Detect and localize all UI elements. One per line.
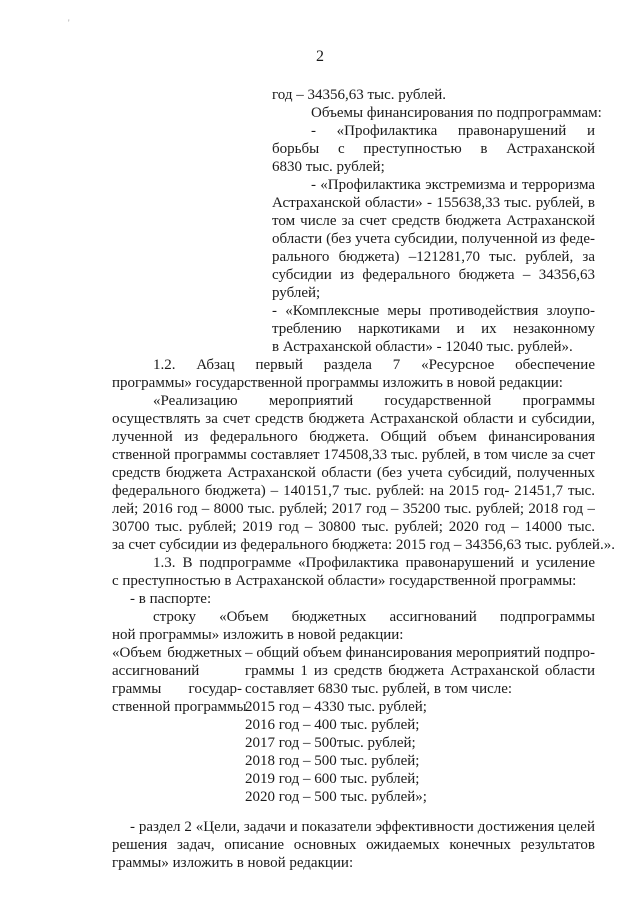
table-right-line: составляет 6830 тыс. рублей, в том числе:: [245, 681, 513, 697]
text-line: том числе за счет средств бюджета Астраханской: [272, 213, 595, 229]
text-line: осуществлять за счет средств бюджета Астраханской области и субсидии,: [112, 411, 595, 427]
text-line: лей; 2016 год – 8000 тыс. рублей; 2017 год – 35200 тыс. рублей; 2018 год –: [112, 501, 595, 517]
year-line: 2020 год – 500 тыс. рублей»;: [245, 789, 427, 805]
text-line: - раздел 2 «Цели, задачи и показатели эффективности достижения целей: [130, 819, 595, 835]
table-left-line: граммы государ-: [112, 681, 242, 697]
text-line: рального бюджета) –121281,70 тыс. рублей, за: [272, 249, 595, 265]
text-line: за счет субсидии из федерального бюджета: 2015 год – 34356,63 тыс. рублей.».: [112, 537, 615, 553]
text-line: ственной программы составляет 174508,33 тыс. рублей, в том числе за счет: [112, 447, 595, 463]
text-line: программы» государственной программы изложить в новой редакции:: [112, 375, 563, 391]
text-line: 1.3. В подпрограмме «Профилактика правонарушений и усиление: [153, 555, 595, 571]
text-line: год – 34356,63 тыс. рублей.: [272, 87, 447, 103]
text-line: ной программы» изложить в новой редакции:: [112, 627, 404, 643]
text-line: «Реализацию мероприятий государственной программы: [153, 393, 595, 409]
text-line: - «Комплексные меры противодействия злоупо-: [272, 303, 595, 319]
text-line: федерального бюджета) – 140151,7 тыс. рублей: на 2015 год- 21451,7 тыс.: [112, 483, 595, 499]
corner-mark: ': [68, 18, 70, 28]
text-line: Астраханской области» - 155638,33 тыс. рублей, в: [272, 195, 595, 211]
text-line: 6830 тыс. рублей;: [272, 159, 385, 175]
page-number: 2: [316, 48, 324, 65]
text-line: - в паспорте:: [130, 591, 212, 607]
table-left-line: «Объем бюджетных: [112, 645, 242, 661]
table-right-line: – общий объем финансирования мероприятий подпро-: [245, 645, 595, 661]
text-line: граммы» изложить в новой редакции:: [112, 855, 354, 871]
table-left-line: ассигнований: [112, 663, 200, 679]
year-line: 2015 год – 4330 тыс. рублей;: [245, 699, 427, 715]
text-line: борьбы с преступностью в Астраханской: [272, 141, 595, 157]
text-line: средств бюджета Астраханской области (без учета субсидий, полученных: [112, 465, 595, 481]
year-line: 2019 год – 600 тыс. рублей;: [245, 771, 420, 787]
text-line: лученной из федерального бюджета. Общий объем финансирования: [112, 429, 595, 445]
table-left-line: ственной программы: [112, 699, 247, 715]
table-right-line: граммы 1 из средств бюджета Астраханской области: [245, 663, 595, 679]
year-line: 2017 год – 500тыс. рублей;: [245, 735, 416, 751]
text-line: - «Профилактика экстремизма и терроризма: [311, 177, 595, 193]
text-line: 30700 тыс. рублей; 2019 год – 30800 тыс. рублей; 2020 год – 14000 тыс.: [112, 519, 595, 535]
text-line: Объемы финансирования по подпрограммам:: [311, 105, 602, 121]
text-line: области (без учета субсидии, полученной из феде-: [272, 231, 595, 247]
text-line: с преступностью в Астраханской области» государственной программы:: [112, 573, 577, 589]
text-line: субсидии из федерального бюджета – 34356,63: [272, 267, 595, 283]
text-line: решения задач, описание основных ожидаемых конечных результатов: [112, 837, 595, 853]
year-line: 2016 год – 400 тыс. рублей;: [245, 717, 420, 733]
year-line: 2018 год – 500 тыс. рублей;: [245, 753, 420, 769]
text-line: рублей;: [272, 285, 321, 301]
text-line: строку «Объем бюджетных ассигнований подпрограммы: [153, 609, 595, 625]
text-line: 1.2. Абзац первый раздела 7 «Ресурсное обеспечение: [153, 357, 595, 373]
text-line: - «Профилактика правонарушений и: [311, 123, 595, 139]
text-line: в Астраханской области» - 12040 тыс. рублей».: [272, 339, 573, 355]
text-line: треблению наркотиками и их незаконному: [272, 321, 595, 337]
